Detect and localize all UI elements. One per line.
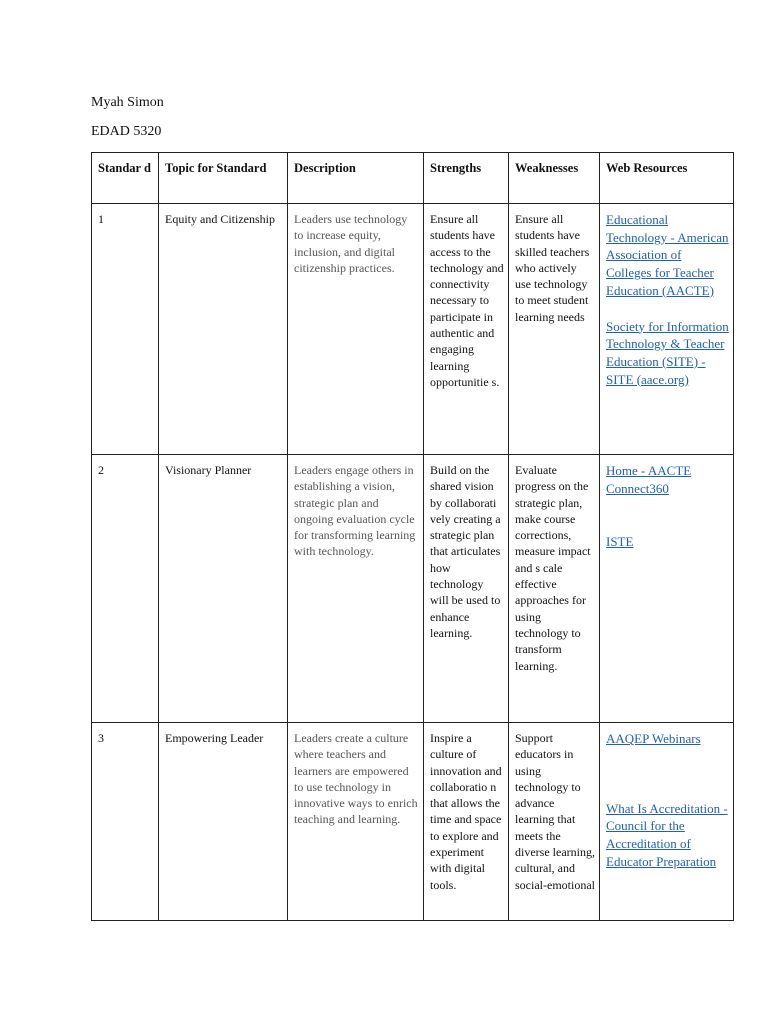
course-code: EDAD 5320 [91,124,162,139]
standard-number: 2 [92,455,159,723]
standard-number: 1 [92,204,159,455]
header-standard: Standar d [92,153,159,204]
aacte-edtech-link[interactable]: Educational Technology - American Association of Colleges for Teacher Education (AACTE) [606,212,729,298]
iste-link[interactable]: ISTE [606,534,634,550]
table-row [92,204,734,455]
description-cell: Leaders engage others in establishing a vision, strategic plan and ongoing evaluation cycle for transforming learning with technology. [288,455,424,723]
weaknesses-cell: Ensure all students have skilled teachers who actively use technology to meet student learning needs [509,204,600,455]
description-cell: Leaders use technology to increase equity, inclusion, and digital citizenship practices. [288,204,424,455]
caep-accreditation-link[interactable]: What Is Accreditation - Council for the Accreditation of Educator Preparation [606,800,728,869]
web-resources-cell [600,723,734,921]
table-header-row [92,153,734,204]
web-resources-cell [600,204,734,455]
standards-table [91,152,734,921]
web-resources-cell [600,455,734,723]
topic-cell: Visionary Planner [159,455,288,723]
standard-number: 3 [92,723,159,921]
table-row [92,455,734,723]
strengths-cell: Inspire a culture of innovation and collaboratio n that allows the time and space to explore and experiment with digital tools. [424,723,509,921]
topic-cell: Empowering Leader [159,723,288,921]
topic-cell: Equity and Citizenship [159,204,288,455]
strengths-cell: Build on the shared vision by collaborati vely creating a strategic plan that articulates how technology will be used to enhance learning. [424,455,509,723]
author-name: Myah Simon [91,95,164,110]
strengths-cell: Ensure all students have access to the technology and connectivity necessary to participate in authentic and engaging learning opportunitie s. [424,204,509,455]
site-link[interactable]: Society for Information Technology & Teacher Education (SITE) - SITE (aace.org) [606,318,729,387]
header-description: Description [288,153,424,204]
header-web-resources: Web Resources [600,153,734,204]
header-weaknesses: Weaknesses [509,153,600,204]
weaknesses-cell: Support educators in using technology to advance learning that meets the diverse learning, cultural, and social-emotional [509,723,600,921]
aacte-connect360-link[interactable]: Home - AACTE Connect360 [606,463,692,496]
aaqep-webinars-link[interactable]: AAQEP Webinars [606,731,701,746]
header-topic: Topic for Standard [159,153,288,204]
weaknesses-cell: Evaluate progress on the strategic plan, make course corrections, measure impact and s cale effective approaches for using technology to transform learning. [509,455,600,723]
description-cell: Leaders create a culture where teachers and learners are empowered to use technology in innovative ways to enrich teaching and learning. [288,723,424,921]
table-row [92,723,734,921]
header-strengths: Strengths [424,153,509,204]
